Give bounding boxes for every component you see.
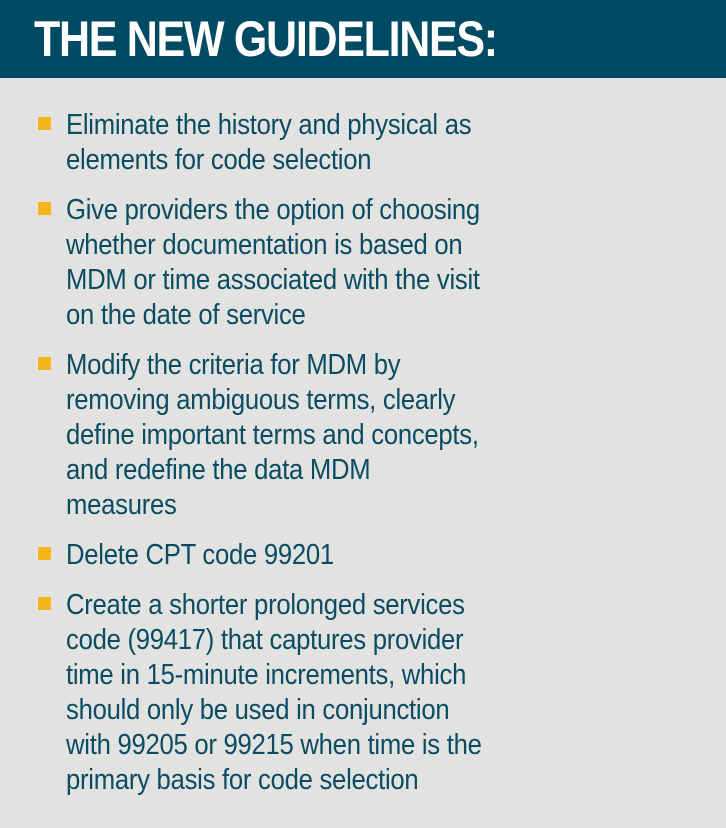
bullet-square-icon (38, 117, 51, 130)
list-item-text: Modify the criteria for MDM by removing ambiguous terms, clearly define important terms and concepts, and redefine the data MDM measures (66, 349, 479, 521)
bullet-square-icon (38, 547, 51, 560)
bullet-square-icon (38, 597, 51, 610)
list-item (36, 193, 596, 333)
page-title: THE NEW GUIDELINES: (34, 11, 497, 67)
list-item-text: Eliminate the history and physical as elements for code selection (66, 109, 472, 176)
bullet-square-icon (38, 202, 51, 215)
list-item-text: Give providers the option of choosing whether documentation is based on MDM or time associated with the visit on the date of service (66, 194, 480, 331)
list-item (36, 538, 596, 573)
list-item-text: Create a shorter prolonged services code (99417) that captures provider time in 15-minute increments, which should only be used in conjunction with 99205 or 99215 when time is the primary basis for code selection (66, 589, 482, 796)
header-banner (0, 0, 726, 78)
guidelines-list (36, 108, 596, 813)
list-item (36, 108, 596, 178)
bullet-square-icon (38, 357, 51, 370)
list-item (36, 588, 596, 798)
list-item (36, 348, 596, 523)
list-item-text: Delete CPT code 99201 (66, 539, 334, 571)
